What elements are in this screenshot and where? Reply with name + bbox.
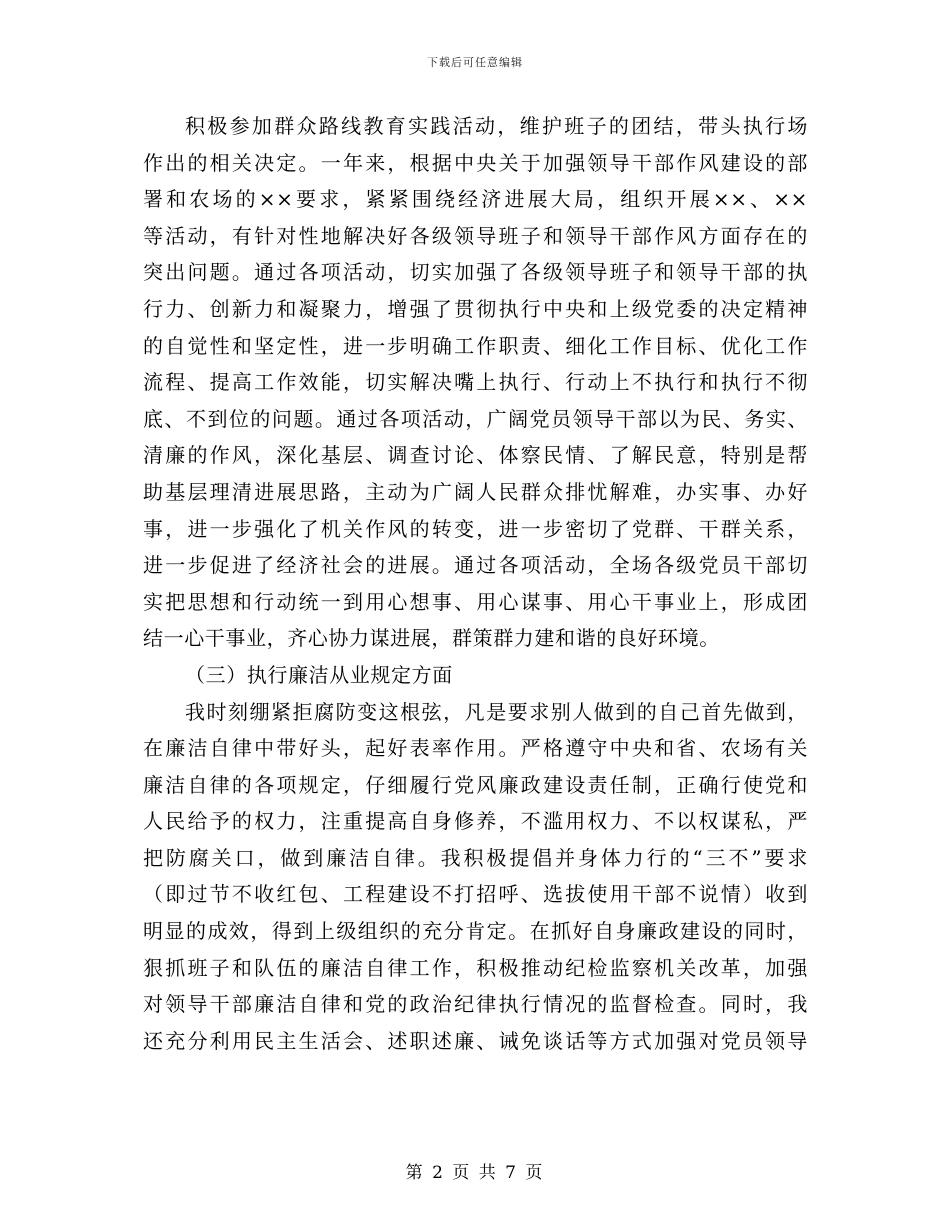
text-line: 对领导干部廉洁自律和党的政治纪律执行情况的监督检查。同时，我 — [143, 992, 808, 1017]
document-body — [143, 108, 808, 1059]
page-footer: 第 2 页 共 7 页 — [405, 1163, 545, 1183]
page-header: 下载后可任意编辑 — [427, 56, 523, 69]
text-line: 把防腐关口，做到廉洁自律。我积极提倡并身体力行的“三不”要求 — [143, 845, 808, 870]
text-line: 狠抓班子和队伍的廉洁自律工作，积极推动纪检监察机关改革，加强 — [143, 955, 808, 980]
section-heading: （三）执行廉洁从业规定方面 — [185, 662, 453, 687]
text-line: 在廉洁自律中带好头，起好表率作用。严格遵守中央和省、农场有关 — [143, 736, 808, 761]
text-line: 行力、创新力和凝聚力，增强了贯彻执行中央和上级党委的决定精神 — [143, 296, 808, 321]
text-line: 署和农场的××要求，紧紧围绕经济进展大局，组织开展××、×× — [143, 187, 808, 212]
text-line: 还充分利用民主生活会、述职述廉、诫免谈话等方式加强对党员领导 — [143, 1028, 808, 1053]
text-line: 突出问题。通过各项活动，切实加强了各级领导班子和领导干部的执 — [143, 260, 808, 285]
text-line: 作出的相关决定。一年来，根据中央关于加强领导干部作风建设的部 — [143, 150, 808, 175]
text-line: 我时刻绷紧拒腐防变这根弦，凡是要求别人做到的自己首先做到， — [185, 699, 808, 724]
text-line: 廉洁自律的各项规定，仔细履行党风廉政建设责任制，正确行使党和 — [143, 772, 808, 797]
paragraph — [143, 108, 808, 657]
text-line: 事，进一步强化了机关作风的转变，进一步密切了党群、干群关系， — [143, 516, 808, 541]
text-line: 等活动，有针对性地解决好各级领导班子和领导干部作风方面存在的 — [143, 223, 808, 248]
text-line: 积极参加群众路线教育实践活动，维护班子的团结，带头执行场 — [185, 114, 808, 138]
text-line: 底、不到位的问题。通过各项活动，广阔党员领导干部以为民、务实、 — [143, 406, 808, 431]
text-line: 的自觉性和坚定性，进一步明确工作职责、细化工作目标、优化工作 — [143, 333, 808, 358]
text-line: 人民给予的权力，注重提高自身修养，不滥用权力、不以权谋私，严 — [143, 809, 808, 834]
text-line: 进一步促进了经济社会的进展。通过各项活动，全场各级党员干部切 — [143, 553, 808, 578]
paragraph — [143, 694, 808, 1060]
text-line: （即过节不收红包、工程建设不打招呼、选拔使用干部不说情）收到 — [143, 882, 808, 907]
text-line: 流程、提高工作效能，切实解决嘴上执行、行动上不执行和执行不彻 — [143, 370, 808, 395]
text-line: 助基层理清进展思路，主动为广阔人民群众排忧解难，办实事、办好 — [143, 479, 808, 504]
text-line: 明显的成效，得到上级组织的充分肯定。在抓好自身廉政建设的同时， — [143, 919, 808, 944]
text-line: 结一心干事业，齐心协力谋进展，群策群力建和谐的良好环境。 — [143, 626, 720, 651]
text-line: 实把思想和行动统一到用心想事、用心谋事、用心干事业上，形成团 — [143, 589, 808, 614]
text-line: 清廉的作风，深化基层、调查讨论、体察民情、了解民意，特别是帮 — [143, 443, 808, 468]
